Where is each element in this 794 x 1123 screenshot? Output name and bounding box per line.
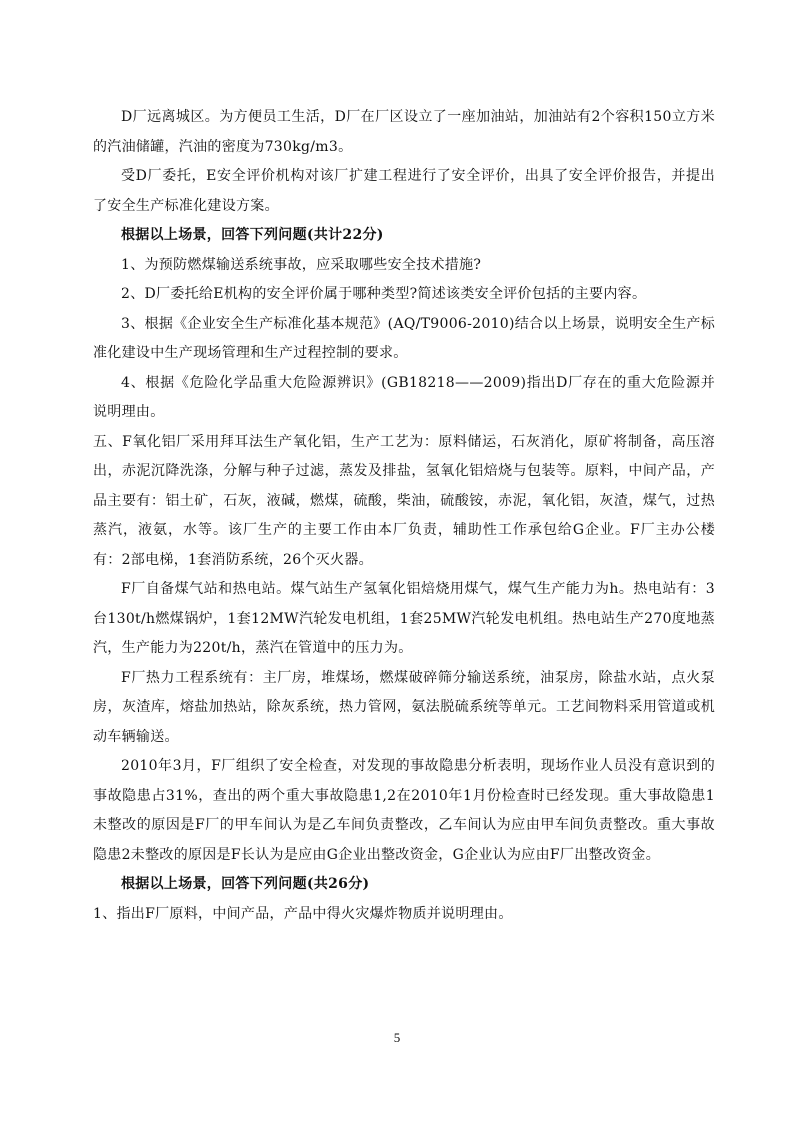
question-heading-22: 根据以上场景，回答下列问题(共计22分): [121, 227, 384, 243]
document-body: [93, 103, 715, 929]
page-number: 5: [393, 1030, 401, 1045]
question-heading-26: 根据以上场景，回答下列问题(共26分): [121, 876, 370, 892]
section-five-intro: 五、F氧化铝厂采用拜耳法生产氧化铝，生产工艺为：原料储运，石灰消化，原矿将制备，高压溶出，赤泥沉降洗涤，分解与种子过滤，蒸发及排盐，氢氧化铝焙烧与包装等。原料，中间产品，产品主要有：铝土矿，石灰，液碱，燃煤，硫酸，柴油，硫酸铵，赤泥，氧化铝，灰渣，煤气，过热蒸汽，液氨，水等。该厂生产的主要工作由本厂负责，辅助性工作承包给G企业。F厂主办公楼有：2部电梯，1套消防系统，26个灭火器。: [93, 433, 715, 568]
question-2: 2、D厂委托给E机构的安全评价属于哪种类型?简述该类安全评价包括的主要内容。: [121, 286, 647, 302]
paragraph-gas-power-station: F厂自备煤气站和热电站。煤气站生产氢氧化铝焙烧用煤气，煤气生产能力为h。热电站有：3台130t/h燃煤锅炉，1套12MW汽轮发电机组，1套25MW汽轮发电机组。热电站生产270度地蒸汽，生产能力为220t/h，蒸汽在管道中的压力为。: [93, 581, 715, 656]
question-5-1: 1、指出F厂原料，中间产品，产品中得火灾爆炸物质并说明理由。: [93, 905, 513, 922]
paragraph-fuel-station: D厂远离城区。为方便员工生活，D厂在厂区设立了一座加油站，加油站有2个容积150立方米的汽油储罐，汽油的密度为730kg/m3。: [93, 109, 715, 155]
question-3: 3、根据《企业安全生产标准化基本规范》(AQ/T9006-2010)结合以上场景，说明安全生产标准化建设中生产现场管理和生产过程控制的要求。: [93, 315, 715, 361]
paragraph-thermal-system: F厂热力工程系统有：主厂房，堆煤场，燃煤破碎筛分输送系统，油泵房，除盐水站，点火泵房，灰渣库，熔盐加热站，除灰系统，热力管网，氨法脱硫系统等单元。工艺间物料采用管道或机动车辆输送。: [93, 669, 715, 745]
paragraph-safety-inspection: 2010年3月，F厂组织了安全检查，对发现的事故隐患分析表明，现场作业人员没有意识到的事故隐患占31%，查出的两个重大事故隐患1,2在2010年1月份检查时已经发现。重大事故隐患1未整改的原因是F厂的甲车间认为是乙车间负责整改，乙车间认为应由甲车间负责整改。重大事故隐患2未整改的原因是F长认为是应由G企业出整改资金，G企业认为应由F厂出整改资金。: [93, 758, 715, 863]
question-1: 1、为预防燃煤输送系统事故，应采取哪些安全技术措施?: [121, 256, 482, 273]
question-4: 4、根据《危险化学品重大危险源辨识》(GB18218——2009)指出D厂存在的重大危险源并说明理由。: [93, 374, 715, 420]
paragraph-safety-evaluation: 受D厂委托，E安全评价机构对该厂扩建工程进行了安全评价，出具了安全评价报告，并提出了安全生产标准化建设方案。: [93, 168, 715, 214]
